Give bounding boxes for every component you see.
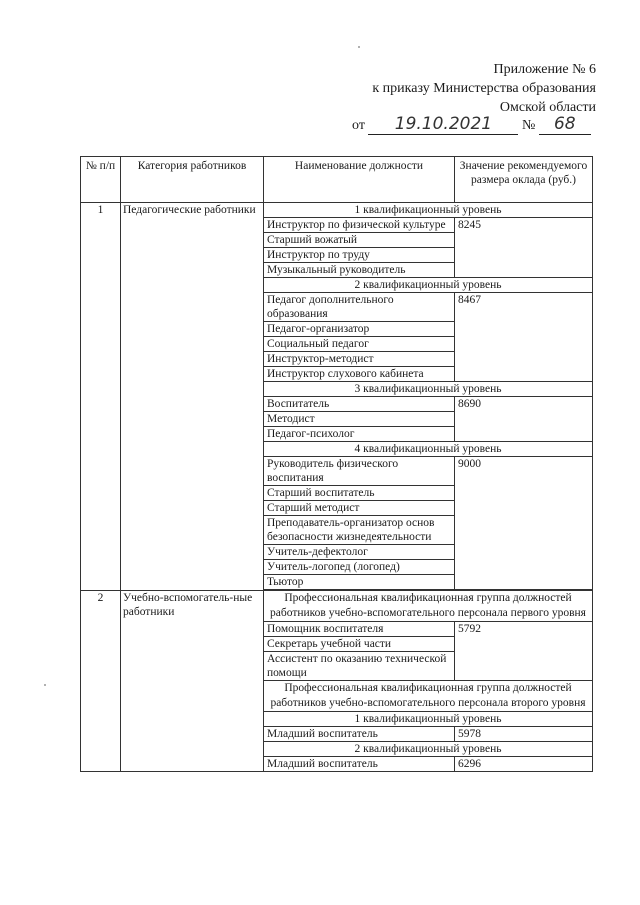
order-reference: к приказу Министерства образования	[372, 81, 596, 96]
position-cell: Младший воспитатель	[264, 727, 455, 742]
level-header: 2 квалификационный уровень	[264, 278, 593, 293]
from-label: от	[352, 118, 365, 133]
position-cell: Секретарь учебной части	[264, 637, 455, 652]
scan-speck	[358, 46, 360, 48]
position-cell: Старший вожатый	[264, 233, 455, 248]
number-label: №	[521, 118, 536, 133]
scan-speck	[44, 684, 46, 686]
salary-cell: 5978	[455, 727, 593, 742]
appendix-title: Приложение № 6	[493, 62, 596, 77]
region-name: Омской области	[499, 100, 596, 115]
row-number: 1	[81, 203, 121, 591]
position-cell: Музыкальный руководитель	[264, 263, 455, 278]
level-header: 1 квалификационный уровень	[264, 712, 593, 727]
position-cell: Инструктор по физической культуре	[264, 218, 455, 233]
position-cell: Старший методист	[264, 501, 455, 516]
position-cell: Инструктор слухового кабинета	[264, 367, 455, 382]
position-cell: Педагог дополнительного образования	[264, 293, 455, 322]
order-date: 19.10.2021	[368, 114, 518, 135]
position-cell: Педагог-организатор	[264, 322, 455, 337]
position-cell: Ассистент по оказанию технической помощи	[264, 652, 455, 681]
position-cell: Инструктор по труду	[264, 248, 455, 263]
position-cell: Младший воспитатель	[264, 757, 455, 772]
row-number: 2	[81, 591, 121, 772]
category-cell: Учебно-вспомогатель-ные работники	[121, 591, 264, 772]
position-cell: Учитель-логопед (логопед)	[264, 560, 455, 575]
group-header: Профессиональная квалификационная группа должностей работников учебно-вспомогательного персонала второго уровня	[264, 681, 593, 712]
level-header: 1 квалификационный уровень	[264, 203, 593, 218]
position-cell: Педагог-психолог	[264, 427, 455, 442]
level-header: 2 квалификационный уровень	[264, 742, 593, 757]
col-header-num: № п/п	[81, 157, 121, 203]
group-header: Профессиональная квалификационная группа должностей работников учебно-вспомогательного персонала первого уровня	[264, 591, 593, 622]
position-cell: Старший воспитатель	[264, 486, 455, 501]
salary-cell: 5792	[455, 622, 593, 681]
salary-cell: 6296	[455, 757, 593, 772]
position-cell: Воспитатель	[264, 397, 455, 412]
salary-cell: 8690	[455, 397, 593, 442]
col-header-salary: Значение рекомендуемого размера оклада (руб.)	[455, 157, 593, 203]
position-cell: Помощник воспитателя	[264, 622, 455, 637]
level-header: 4 квалификационный уровень	[264, 442, 593, 457]
order-number: 68	[539, 114, 591, 135]
salary-cell: 8245	[455, 218, 593, 278]
position-cell: Руководитель физического воспитания	[264, 457, 455, 486]
position-cell: Преподаватель-организатор основ безопасности жизнедеятельности	[264, 516, 455, 545]
category-cell: Педагогические работники	[121, 203, 264, 591]
salary-cell: 8467	[455, 293, 593, 382]
salary-cell: 9000	[455, 457, 593, 590]
order-date-line	[352, 114, 591, 135]
position-cell: Инструктор-методист	[264, 352, 455, 367]
position-cell: Социальный педагог	[264, 337, 455, 352]
level-header: 3 квалификационный уровень	[264, 382, 593, 397]
position-cell: Учитель-дефектолог	[264, 545, 455, 560]
salary-table	[80, 156, 593, 772]
position-cell: Методист	[264, 412, 455, 427]
position-cell: Тьютор	[264, 575, 455, 590]
col-header-category: Категория работников	[121, 157, 264, 203]
col-header-position: Наименование должности	[264, 157, 455, 203]
